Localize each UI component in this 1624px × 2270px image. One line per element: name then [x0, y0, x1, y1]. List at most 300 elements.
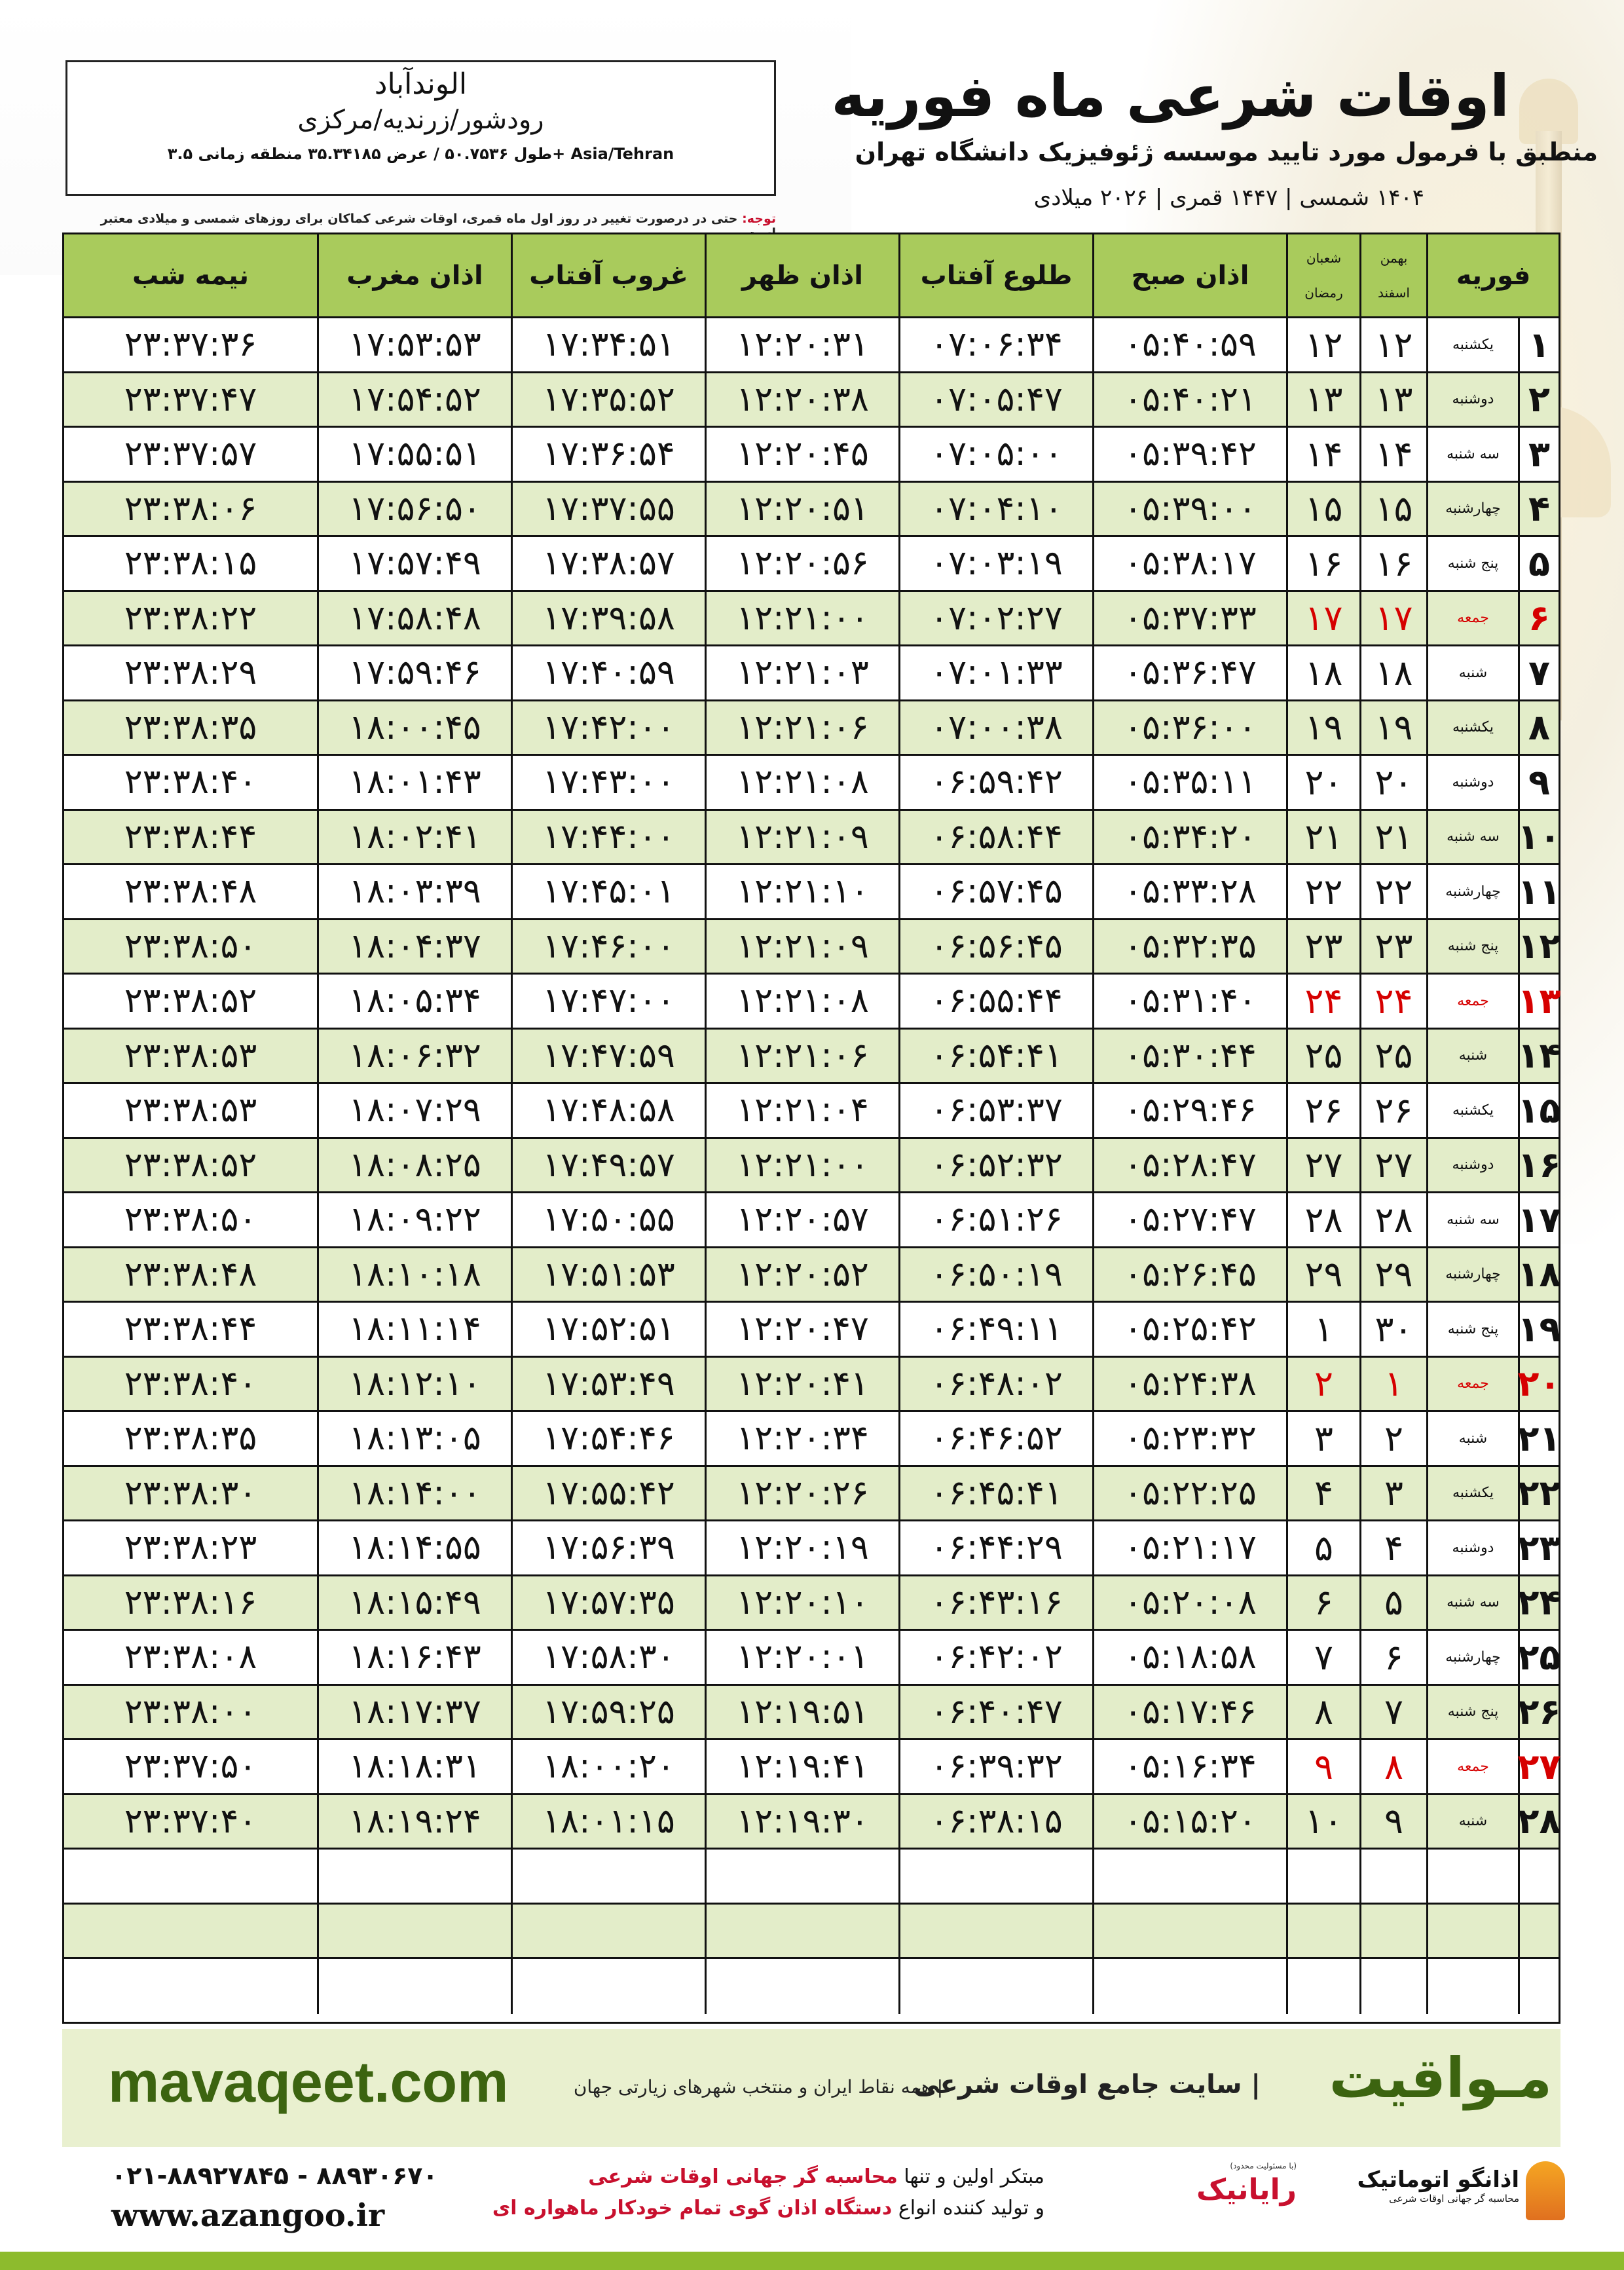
fajr-time: ۰۵:۳۵:۱۱	[1092, 756, 1286, 809]
solar-day: ۲۸	[1359, 1193, 1426, 1246]
dhuhr-time: ۱۲:۲۱:۰۹	[705, 811, 898, 864]
table-row	[64, 1412, 1559, 1467]
sunset-time: ۱۷:۴۵:۰۱	[511, 865, 705, 918]
dhuhr-time: ۱۲:۲۰:۴۱	[705, 1358, 898, 1411]
fajr-time: ۰۵:۴۰:۲۱	[1092, 373, 1286, 426]
prayer-times-table	[62, 233, 1560, 2024]
maghrib-time: ۱۸:۱۱:۱۴	[317, 1303, 511, 1356]
dhuhr-time	[705, 1850, 898, 1903]
fajr-time: ۰۵:۳۶:۴۷	[1092, 646, 1286, 699]
solar-day: ۲۱	[1359, 811, 1426, 864]
day-number: ۵	[1518, 537, 1559, 590]
day-number	[1518, 1850, 1559, 1903]
solar-day: ۱۳	[1359, 373, 1426, 426]
dhuhr-time: ۱۲:۱۹:۳۰	[705, 1795, 898, 1848]
header-solar-bottom: اسفند	[1378, 284, 1410, 301]
fajr-time: ۰۵:۳۴:۲۰	[1092, 811, 1286, 864]
day-number: ۳	[1518, 428, 1559, 481]
sunrise-time: ۰۷:۰۰:۳۸	[898, 701, 1092, 754]
lunar-day: ۱۸	[1286, 646, 1359, 699]
sunset-time: ۱۷:۳۸:۵۷	[511, 537, 705, 590]
sunset-time: ۱۷:۳۶:۵۴	[511, 428, 705, 481]
weekday: چهارشنبه	[1426, 865, 1518, 918]
sunset-time: ۱۷:۵۲:۵۱	[511, 1303, 705, 1356]
fajr-time: ۰۵:۲۱:۱۷	[1092, 1521, 1286, 1574]
maghrib-time: ۱۷:۵۴:۵۲	[317, 373, 511, 426]
midnight-time: ۲۳:۳۸:۵۳	[124, 1090, 257, 1130]
sunset-time	[511, 1850, 705, 1903]
lunar-day: ۱۳	[1286, 373, 1359, 426]
lunar-day: ۱۴	[1286, 428, 1359, 481]
header-lunar	[1286, 234, 1359, 316]
day-number: ۲۲	[1518, 1467, 1559, 1520]
day-number: ۱۶	[1518, 1139, 1559, 1192]
table-row	[64, 1030, 1559, 1085]
weekday: یکشنبه	[1426, 701, 1518, 754]
midnight-time: ۲۳:۳۸:۴۸	[124, 872, 257, 912]
brand-name: مـواقیت	[1329, 2046, 1552, 2110]
weekday: چهارشنبه	[1426, 1248, 1518, 1301]
weekday: جمعه	[1426, 592, 1518, 645]
weekday: دوشنبه	[1426, 373, 1518, 426]
fajr-time: ۰۵:۳۱:۴۰	[1092, 975, 1286, 1028]
maghrib-time: ۱۷:۵۳:۵۳	[317, 318, 511, 371]
solar-day: ۲۹	[1359, 1248, 1426, 1301]
solar-day: ۱۵	[1359, 483, 1426, 536]
rayanik-logo: رایانیک	[1196, 2173, 1297, 2206]
lunar-day: ۱۶	[1286, 537, 1359, 590]
maghrib-time: ۱۷:۵۹:۴۶	[317, 646, 511, 699]
midnight-time: ۲۳:۳۸:۵۰	[124, 926, 257, 966]
maghrib-time: ۱۸:۰۰:۴۵	[317, 701, 511, 754]
bottom-stripe	[0, 2252, 1624, 2270]
solar-day: ۲۶	[1359, 1084, 1426, 1137]
table-row	[64, 865, 1559, 920]
sunrise-time: ۰۶:۴۶:۵۲	[898, 1412, 1092, 1465]
table-row	[64, 318, 1559, 373]
maghrib-time: ۱۸:۰۴:۳۷	[317, 920, 511, 973]
fajr-time: ۰۵:۳۲:۳۵	[1092, 920, 1286, 973]
fajr-time: ۰۵:۲۴:۳۸	[1092, 1358, 1286, 1411]
day-number: ۶	[1518, 592, 1559, 645]
sunset-time: ۱۷:۴۷:۰۰	[511, 975, 705, 1028]
fajr-time: ۰۵:۱۵:۲۰	[1092, 1795, 1286, 1848]
sunrise-time: ۰۶:۵۹:۴۲	[898, 756, 1092, 809]
day-number	[1518, 1959, 1559, 2014]
header-dhuhr: اذان ظهر	[705, 234, 898, 316]
header-sunrise: طلوع آفتاب	[898, 234, 1092, 316]
azangoo-logo-sub: محاسبه گر جهانی اوقات شرعی	[1389, 2193, 1519, 2205]
midnight-time: ۲۳:۳۸:۲۲	[124, 598, 257, 638]
table-row	[64, 920, 1559, 975]
weekday: پنج شنبه	[1426, 537, 1518, 590]
sunrise-time: ۰۶:۵۱:۲۶	[898, 1193, 1092, 1246]
day-number: ۴	[1518, 483, 1559, 536]
sunset-time: ۱۷:۵۸:۳۰	[511, 1631, 705, 1684]
midnight-time: ۲۳:۳۸:۲۳	[124, 1528, 257, 1568]
lunar-day: ۲۳	[1286, 920, 1359, 973]
sunset-time: ۱۷:۳۹:۵۸	[511, 592, 705, 645]
azangoo-logo	[1336, 2167, 1519, 2229]
table-row	[64, 756, 1559, 811]
table-row	[64, 1905, 1559, 1960]
midnight-time: ۲۳:۳۸:۳۵	[124, 707, 257, 747]
day-number: ۲۳	[1518, 1521, 1559, 1574]
sunset-time: ۱۷:۴۰:۵۹	[511, 646, 705, 699]
day-number: ۱۴	[1518, 1030, 1559, 1083]
midnight-time: ۲۳:۳۷:۵۷	[124, 434, 257, 474]
day-number: ۲۸	[1518, 1795, 1559, 1848]
lunar-day: ۸	[1286, 1686, 1359, 1739]
dhuhr-time: ۱۲:۲۰:۰۱	[705, 1631, 898, 1684]
lunar-day: ۲	[1286, 1358, 1359, 1411]
solar-day: ۲۰	[1359, 756, 1426, 809]
day-number: ۸	[1518, 701, 1559, 754]
solar-day: ۱۶	[1359, 537, 1426, 590]
day-number: ۷	[1518, 646, 1559, 699]
midnight-time: ۲۳:۳۸:۱۶	[124, 1582, 257, 1622]
sunrise-time: ۰۷:۰۵:۴۷	[898, 373, 1092, 426]
maghrib-time: ۱۸:۰۹:۲۲	[317, 1193, 511, 1246]
midnight-time: ۲۳:۳۸:۲۹	[124, 653, 257, 693]
lunar-day: ۲۶	[1286, 1084, 1359, 1137]
table-row	[64, 1303, 1559, 1358]
table-row	[64, 1467, 1559, 1522]
header-midnight: نیمه شب	[132, 260, 249, 291]
table-row	[64, 701, 1559, 756]
maghrib-time: ۱۸:۱۴:۰۰	[317, 1467, 511, 1520]
solar-day: ۱۲	[1359, 318, 1426, 371]
sunset-time: ۱۷:۳۵:۵۲	[511, 373, 705, 426]
maghrib-time: ۱۸:۰۸:۲۵	[317, 1139, 511, 1192]
solar-day: ۲۴	[1359, 975, 1426, 1028]
day-number: ۱	[1518, 318, 1559, 371]
day-number: ۲۷	[1518, 1740, 1559, 1793]
lunar-day	[1286, 1905, 1359, 1958]
fajr-time: ۰۵:۲۶:۴۵	[1092, 1248, 1286, 1301]
table-row	[64, 1959, 1559, 2014]
table-row	[64, 1139, 1559, 1194]
dhuhr-time: ۱۲:۲۱:۰۶	[705, 1030, 898, 1083]
day-number: ۱۵	[1518, 1084, 1559, 1137]
dhuhr-time: ۱۲:۲۰:۴۷	[705, 1303, 898, 1356]
table-row	[64, 1686, 1559, 1741]
solar-day	[1359, 1850, 1426, 1903]
fajr-time: ۰۵:۱۸:۵۸	[1092, 1631, 1286, 1684]
sunrise-time: ۰۶:۵۳:۳۷	[898, 1084, 1092, 1137]
fajr-time: ۰۵:۳۰:۴۴	[1092, 1030, 1286, 1083]
sunrise-time: ۰۷:۰۵:۰۰	[898, 428, 1092, 481]
sunset-time: ۱۷:۵۶:۳۹	[511, 1521, 705, 1574]
weekday: دوشنبه	[1426, 1139, 1518, 1192]
midnight-time: ۲۳:۳۷:۵۰	[124, 1747, 257, 1787]
maghrib-time: ۱۸:۰۶:۳۲	[317, 1030, 511, 1083]
dhuhr-time: ۱۲:۲۱:۱۰	[705, 865, 898, 918]
site-url[interactable]: mavaqeet.com	[108, 2049, 509, 2114]
midnight-time: ۲۳:۳۷:۴۰	[124, 1801, 257, 1841]
maghrib-time: ۱۸:۰۷:۲۹	[317, 1084, 511, 1137]
solar-day	[1359, 1905, 1426, 1958]
weekday: شنبه	[1426, 1412, 1518, 1465]
sunset-time: ۱۷:۴۳:۰۰	[511, 756, 705, 809]
weekday: سه شنبه	[1426, 428, 1518, 481]
solar-day: ۱۷	[1359, 592, 1426, 645]
weekday: چهارشنبه	[1426, 1631, 1518, 1684]
lunar-day: ۲۷	[1286, 1139, 1359, 1192]
maghrib-time: ۱۸:۱۳:۰۵	[317, 1412, 511, 1465]
fajr-time: ۰۵:۳۹:۴۲	[1092, 428, 1286, 481]
sunset-time: ۱۷:۴۲:۰۰	[511, 701, 705, 754]
fajr-time: ۰۵:۳۷:۳۳	[1092, 592, 1286, 645]
maghrib-time: ۱۸:۱۸:۳۱	[317, 1740, 511, 1793]
maghrib-time: ۱۸:۱۹:۲۴	[317, 1795, 511, 1848]
day-number: ۱۸	[1518, 1248, 1559, 1301]
midnight-time: ۲۳:۳۸:۴۰	[124, 762, 257, 802]
table-row	[64, 1248, 1559, 1303]
dhuhr-time: ۱۲:۲۰:۴۵	[705, 428, 898, 481]
sunrise-time: ۰۶:۴۰:۴۷	[898, 1686, 1092, 1739]
dhuhr-time: ۱۲:۲۰:۱۰	[705, 1576, 898, 1629]
dhuhr-time: ۱۲:۲۱:۰۳	[705, 646, 898, 699]
midnight-time: ۲۳:۳۸:۰۸	[124, 1637, 257, 1677]
table-row	[64, 1193, 1559, 1248]
fajr-time: ۰۵:۱۷:۴۶	[1092, 1686, 1286, 1739]
sunset-time: ۱۷:۳۴:۵۱	[511, 318, 705, 371]
lunar-day: ۱۵	[1286, 483, 1359, 536]
coordinates: طول ۵۰.۷۵۳۶ / عرض ۳۵.۳۴۱۸۵ منطقه زمانی ۳.۵+ Asia/Tehran	[167, 145, 674, 163]
table-row	[64, 537, 1559, 592]
dhuhr-time: ۱۲:۲۰:۲۶	[705, 1467, 898, 1520]
weekday	[1426, 1850, 1518, 1903]
weekday: شنبه	[1426, 1795, 1518, 1848]
day-number: ۱۳	[1518, 975, 1559, 1028]
header-maghrib: اذان مغرب	[317, 234, 511, 316]
dhuhr-time: ۱۲:۲۰:۵۷	[705, 1193, 898, 1246]
sunrise-time: ۰۶:۳۹:۳۲	[898, 1740, 1092, 1793]
dhuhr-time	[705, 1959, 898, 2014]
fajr-time: ۰۵:۴۰:۵۹	[1092, 318, 1286, 371]
sunset-time	[511, 1905, 705, 1958]
header-sunset: غروب آفتاب	[511, 234, 705, 316]
dhuhr-time: ۱۲:۱۹:۵۱	[705, 1686, 898, 1739]
maghrib-time: ۱۸:۱۷:۳۷	[317, 1686, 511, 1739]
day-number: ۱۰	[1518, 811, 1559, 864]
dhuhr-time: ۱۲:۲۱:۰۸	[705, 975, 898, 1028]
dhuhr-time: ۱۲:۲۱:۰۶	[705, 701, 898, 754]
table-row	[64, 1850, 1559, 1905]
table-row	[64, 1631, 1559, 1686]
sunset-time	[511, 1959, 705, 2014]
table-row	[64, 1521, 1559, 1576]
midnight-time: ۲۳:۳۸:۳۰	[124, 1473, 257, 1513]
weekday: پنج شنبه	[1426, 920, 1518, 973]
dhuhr-time: ۱۲:۲۰:۱۹	[705, 1521, 898, 1574]
header-fajr: اذان صبح	[1092, 234, 1286, 316]
weekday: شنبه	[1426, 1030, 1518, 1083]
midnight-time: ۲۳:۳۸:۴۴	[124, 1309, 257, 1349]
table-row	[64, 1358, 1559, 1413]
midnight-time	[64, 1850, 317, 1903]
midnight-time: ۲۳:۳۸:۰۶	[124, 489, 257, 529]
fajr-time: ۰۵:۳۶:۰۰	[1092, 701, 1286, 754]
dhuhr-time: ۱۲:۲۰:۵۲	[705, 1248, 898, 1301]
midnight-time: ۲۳:۳۸:۵۰	[124, 1200, 257, 1240]
sunset-time: ۱۷:۵۷:۳۵	[511, 1576, 705, 1629]
sunrise-time: ۰۶:۴۵:۴۱	[898, 1467, 1092, 1520]
sunrise-time: ۰۶:۴۹:۱۱	[898, 1303, 1092, 1356]
table-body	[64, 318, 1559, 2014]
weekday: چهارشنبه	[1426, 483, 1518, 536]
lunar-day: ۹	[1286, 1740, 1359, 1793]
solar-day: ۱۸	[1359, 646, 1426, 699]
day-number: ۲۶	[1518, 1686, 1559, 1739]
midnight-time: ۲۳:۳۷:۳۶	[124, 325, 257, 365]
table-row	[64, 975, 1559, 1030]
lunar-day: ۲۰	[1286, 756, 1359, 809]
maghrib-time	[317, 1905, 511, 1958]
city-name: الوندآباد	[374, 67, 468, 101]
dhuhr-time: ۱۲:۲۱:۰۹	[705, 920, 898, 973]
sunrise-time: ۰۶:۵۲:۳۲	[898, 1139, 1092, 1192]
sunrise-time: ۰۶:۵۵:۴۴	[898, 975, 1092, 1028]
maghrib-time: ۱۸:۰۱:۴۳	[317, 756, 511, 809]
table-row	[64, 1576, 1559, 1631]
midnight-time: ۲۳:۳۸:۵۲	[124, 981, 257, 1021]
midnight-time: ۲۳:۳۸:۵۲	[124, 1145, 257, 1185]
sunrise-time: ۰۶:۴۸:۰۲	[898, 1358, 1092, 1411]
promo-2b: دستگاه اذان گوی تمام خودکار ماهواره ای	[492, 2197, 893, 2220]
solar-day: ۱	[1359, 1358, 1426, 1411]
sunset-time: ۱۸:۰۰:۲۰	[511, 1740, 705, 1793]
table-row	[64, 1084, 1559, 1139]
day-number: ۲	[1518, 373, 1559, 426]
maghrib-time: ۱۷:۵۵:۵۱	[317, 428, 511, 481]
solar-day: ۴	[1359, 1521, 1426, 1574]
year-line: ۱۴۰۴ شمسی | ۱۴۴۷ قمری | ۲۰۲۶ میلادی	[1033, 185, 1424, 211]
dhuhr-time: ۱۲:۲۰:۳۴	[705, 1412, 898, 1465]
lunar-day: ۴	[1286, 1467, 1359, 1520]
sunset-time: ۱۷:۵۹:۲۵	[511, 1686, 705, 1739]
day-number: ۱۹	[1518, 1303, 1559, 1356]
maghrib-time: ۱۸:۰۳:۳۹	[317, 865, 511, 918]
weekday: پنج شنبه	[1426, 1303, 1518, 1356]
solar-day: ۳۰	[1359, 1303, 1426, 1356]
weekday: سه شنبه	[1426, 1576, 1518, 1629]
lunar-day: ۱۲	[1286, 318, 1359, 371]
table-header	[64, 234, 1559, 318]
day-number: ۹	[1518, 756, 1559, 809]
midnight-time: ۲۳:۳۸:۴۴	[124, 817, 257, 857]
table-row	[64, 646, 1559, 701]
phone-numbers: ۰۲۱-۸۸۹۲۷۸۴۵ - ۸۸۹۳۰۶۷۰	[111, 2161, 438, 2190]
sunrise-time	[898, 1850, 1092, 1903]
solar-day: ۶	[1359, 1631, 1426, 1684]
maghrib-time: ۱۸:۱۰:۱۸	[317, 1248, 511, 1301]
weekday: یکشنبه	[1426, 1467, 1518, 1520]
midnight-time: ۲۳:۳۸:۵۳	[124, 1035, 257, 1075]
brand-tagline: | سایت جامع اوقات شرعی	[913, 2070, 1261, 2100]
sunrise-time: ۰۶:۵۸:۴۴	[898, 811, 1092, 864]
solar-day: ۸	[1359, 1740, 1426, 1793]
fajr-time: ۰۵:۲۸:۴۷	[1092, 1139, 1286, 1192]
promo-1a: مبتکر اولین و تنها	[897, 2165, 1044, 2188]
sunset-time: ۱۷:۴۸:۵۸	[511, 1084, 705, 1137]
weekday: شنبه	[1426, 646, 1518, 699]
sunrise-time: ۰۶:۵۶:۴۵	[898, 920, 1092, 973]
lunar-day: ۲۲	[1286, 865, 1359, 918]
day-number: ۱۱	[1518, 865, 1559, 918]
note-label: توجه:	[742, 212, 776, 226]
maghrib-time: ۱۷:۵۶:۵۰	[317, 483, 511, 536]
sunrise-time: ۰۶:۵۴:۴۱	[898, 1030, 1092, 1083]
sunrise-time: ۰۶:۳۸:۱۵	[898, 1795, 1092, 1848]
weekday: سه شنبه	[1426, 811, 1518, 864]
sunrise-time: ۰۷:۰۳:۱۹	[898, 537, 1092, 590]
weekday	[1426, 1905, 1518, 1958]
dhuhr-time: ۱۲:۲۱:۰۴	[705, 1084, 898, 1137]
header-month: فوریه	[1426, 234, 1559, 316]
solar-day: ۵	[1359, 1576, 1426, 1629]
sunset-time: ۱۷:۵۰:۵۵	[511, 1193, 705, 1246]
page-title: اوقات شرعی ماه فوریه	[831, 62, 1509, 130]
lunar-day: ۷	[1286, 1631, 1359, 1684]
weekday: یکشنبه	[1426, 318, 1518, 371]
sunset-time: ۱۷:۴۷:۵۹	[511, 1030, 705, 1083]
midnight-time	[64, 1959, 317, 2014]
header-lunar-bottom: رمضان	[1304, 284, 1343, 301]
maghrib-time: ۱۸:۱۲:۱۰	[317, 1358, 511, 1411]
midnight-time: ۲۳:۳۸:۳۵	[124, 1419, 257, 1459]
midnight-time: ۲۳:۳۸:۱۵	[124, 544, 257, 584]
location-box	[65, 60, 776, 196]
day-number: ۲۱	[1518, 1412, 1559, 1465]
sunset-time: ۱۷:۴۹:۵۷	[511, 1139, 705, 1192]
promo-1b: محاسبه گر جهانی اوقات شرعی	[588, 2165, 898, 2188]
sunrise-time	[898, 1959, 1092, 2014]
lunar-day	[1286, 1959, 1359, 2014]
solar-day	[1359, 1959, 1426, 2014]
promo-2a: و تولید کننده انواع	[892, 2197, 1044, 2220]
maghrib-time: ۱۸:۱۶:۴۳	[317, 1631, 511, 1684]
day-number: ۲۰	[1518, 1358, 1559, 1411]
midnight-time: ۲۳:۳۸:۴۰	[124, 1364, 257, 1404]
dhuhr-time: ۱۲:۲۰:۳۸	[705, 373, 898, 426]
lunar-day: ۱۹	[1286, 701, 1359, 754]
sunset-time: ۱۷:۵۵:۴۲	[511, 1467, 705, 1520]
weekday: جمعه	[1426, 1358, 1518, 1411]
azangoo-logo-text: اذانگو اتوماتیک	[1357, 2167, 1519, 2193]
maghrib-time: ۱۸:۱۵:۴۹	[317, 1576, 511, 1629]
solar-day: ۲۳	[1359, 920, 1426, 973]
sunrise-time	[898, 1905, 1092, 1958]
table-row	[64, 483, 1559, 538]
sunrise-time: ۰۶:۴۳:۱۶	[898, 1576, 1092, 1629]
midnight-time: ۲۳:۳۷:۴۷	[124, 379, 257, 419]
azangoo-url[interactable]: www.azangoo.ir	[111, 2197, 385, 2234]
maghrib-time: ۱۷:۵۸:۴۸	[317, 592, 511, 645]
weekday	[1426, 1959, 1518, 2014]
brand-tagline-2: | همه نقاط ایران و منتخب شهرهای زیارتی جهان	[573, 2076, 943, 2098]
fajr-time	[1092, 1905, 1286, 1958]
sunrise-time: ۰۷:۰۲:۲۷	[898, 592, 1092, 645]
sunrise-time: ۰۷:۰۱:۳۳	[898, 646, 1092, 699]
dhuhr-time: ۱۲:۲۱:۰۸	[705, 756, 898, 809]
day-number	[1518, 1905, 1559, 1958]
sunset-time: ۱۷:۵۳:۴۹	[511, 1358, 705, 1411]
sunset-time: ۱۷:۳۷:۵۵	[511, 483, 705, 536]
midnight-time	[64, 1905, 317, 1958]
maghrib-time: ۱۷:۵۷:۴۹	[317, 537, 511, 590]
